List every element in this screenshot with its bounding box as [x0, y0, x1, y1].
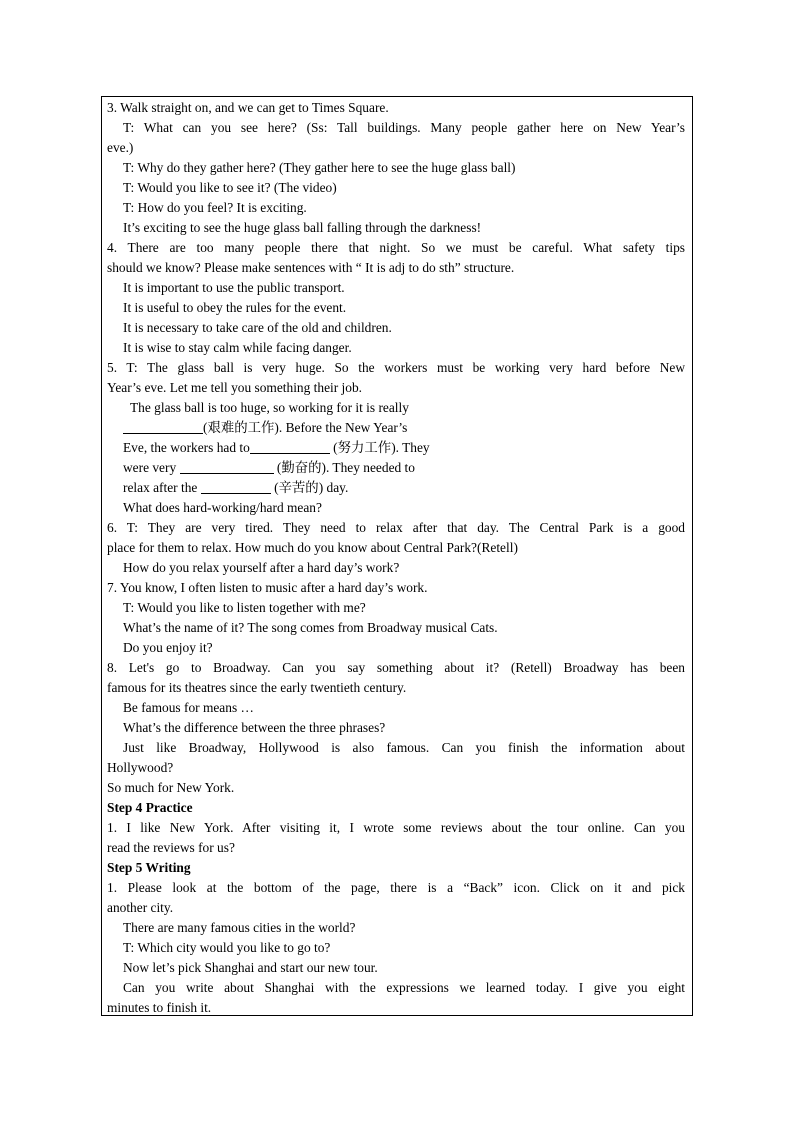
text-line: 4. There are too many people there that night. So we must be careful. What safety tips: [107, 240, 685, 255]
fill-in-line: were very (勤奋的). They needed to: [123, 460, 415, 475]
text-line: 3. Walk straight on, and we can get to Times Square.: [107, 100, 389, 115]
fill-in-line: Eve, the workers had to (努力工作). They: [123, 440, 430, 455]
text-line: 1. I like New York. After visiting it, I wrote some reviews about the tour online. Can you: [107, 820, 685, 835]
text-line: What’s the name of it? The song comes from Broadway musical Cats.: [123, 620, 498, 635]
text-line: T: Which city would you like to go to?: [123, 940, 331, 955]
text-line: So much for New York.: [107, 780, 235, 795]
answer-blank: [123, 419, 203, 434]
text-line: It’s exciting to see the huge glass ball falling through the darkness!: [123, 220, 482, 235]
text-line: 5. T: The glass ball is very huge. So the workers must be working very hard before New: [107, 360, 685, 375]
text-line: It is wise to stay calm while facing danger.: [123, 340, 352, 355]
text-line: should we know? Please make sentences with “ It is adj to do sth” structure.: [107, 260, 515, 275]
text-line: T: Would you like to listen together with me?: [123, 600, 366, 615]
text-line: How do you relax yourself after a hard day’s work?: [123, 560, 400, 575]
fill-in-line: (艰难的工作). Before the New Year’s: [107, 418, 685, 438]
text-line: Do you enjoy it?: [123, 640, 213, 655]
text-line: Just like Broadway, Hollywood is also famous. Can you finish the information about: [123, 740, 685, 755]
fill-in-line: relax after the (辛苦的) day.: [123, 480, 349, 495]
step-heading: Step 4 Practice: [107, 800, 193, 815]
text-line: another city.: [107, 900, 174, 915]
text-line: T: Would you like to see it? (The video): [123, 180, 337, 195]
step-heading: Step 5 Writing: [107, 860, 191, 875]
text-line: Can you write about Shanghai with the expressions we learned today. I give you eight: [123, 980, 685, 995]
text-line: It is important to use the public transport.: [123, 280, 345, 295]
text-line: 1. Please look at the bottom of the page, there is a “Back” icon. Click on it and pick: [107, 880, 685, 895]
text-line: What does hard-working/hard mean?: [123, 500, 322, 515]
text-line: minutes to finish it.: [107, 1000, 212, 1015]
text-line: Be famous for means …: [123, 700, 254, 715]
text-line: read the reviews for us?: [107, 840, 235, 855]
text-line: What’s the difference between the three phrases?: [123, 720, 386, 735]
text-line: T: Why do they gather here? (They gather here to see the huge glass ball): [123, 160, 516, 175]
text-line: The glass ball is too huge, so working for it is really: [130, 400, 409, 415]
text-line: eve.): [107, 140, 134, 155]
text-line: It is useful to obey the rules for the event.: [123, 300, 347, 315]
text-line: It is necessary to take care of the old and children.: [123, 320, 392, 335]
answer-blank: [201, 479, 271, 494]
text-line: Year’s eve. Let me tell you something their job.: [107, 380, 362, 395]
text-line: place for them to relax. How much do you know about Central Park?(Retell): [107, 540, 518, 555]
text-line: There are many famous cities in the world?: [123, 920, 356, 935]
text-line: 6. T: They are very tired. They need to relax after that day. The Central Park is a good: [107, 520, 685, 535]
text-line: 8. Let's go to Broadway. Can you say something about it? (Retell) Broadway has been: [107, 660, 685, 675]
text-line: Now let’s pick Shanghai and start our new tour.: [123, 960, 378, 975]
answer-blank: [180, 459, 274, 474]
text-line: T: What can you see here? (Ss: Tall buildings. Many people gather here on New Year’s: [123, 120, 685, 135]
text-line: T: How do you feel? It is exciting.: [123, 200, 307, 215]
answer-blank: [250, 439, 330, 454]
text-line: Hollywood?: [107, 760, 174, 775]
text-line: famous for its theatres since the early twentieth century.: [107, 680, 407, 695]
text-line: 7. You know, I often listen to music after a hard day’s work.: [107, 580, 428, 595]
lesson-plan-text: [107, 98, 685, 1018]
